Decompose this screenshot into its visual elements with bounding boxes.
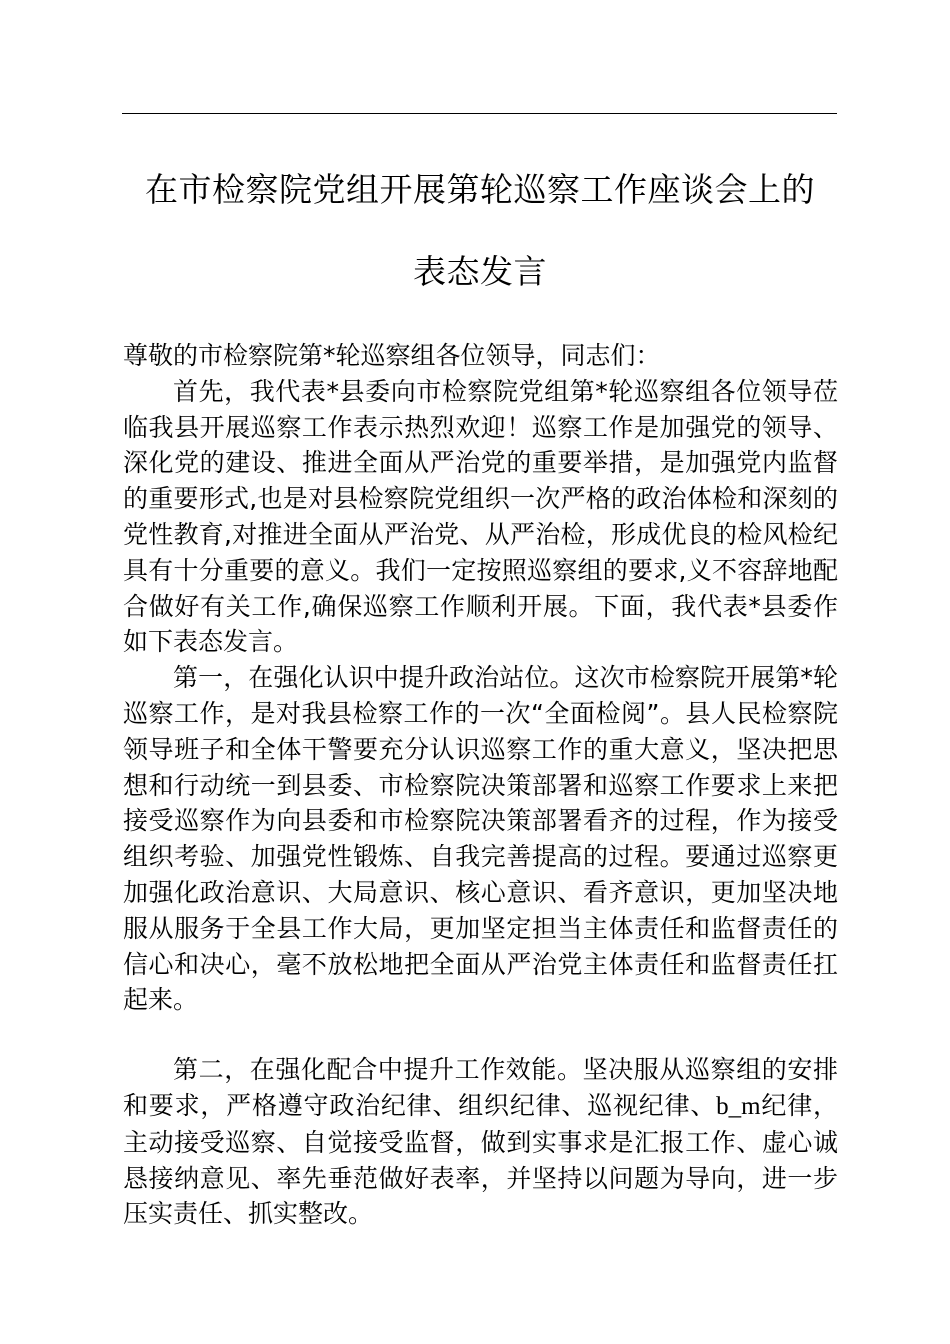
greeting-line: 尊敬的市检察院第*轮巡察组各位领导，同志们：	[123, 341, 661, 370]
header-rule	[122, 113, 837, 114]
paragraph-second-point-text-a: 第二，在强化配合中提升工作效能。坚决服从巡察组的安排和要求，严格遵守政治纪律、组织纪律、巡视纪律、	[123, 1055, 838, 1120]
title-line-2: 表态发言	[413, 252, 547, 291]
paragraph-welcome: 首先，我代表*县委向市检察院党组第*轮巡察组各位领导莅临我县开展巡察工作表示热烈欢迎！巡察工作是加强党的领导、深化党的建设、推进全面从严治党的重要举措，是加强党内监督的重要形式,也是对县检察院党组织一次严格的政治体检和深刻的党性教育,对推进全面从严治党、从严治检，形成优良的检风检纪具有十分重要的意义。我们一定按照巡察组的要求,义不容辞地配合做好有关工作,确保巡察工作顺利开展。下面，我代表*县委作如下表态发言。	[123, 376, 838, 657]
document-title	[110, 170, 850, 292]
title-line-1: 在市检察院党组开展第轮巡察工作座谈会上的	[145, 170, 815, 209]
paragraph-second-point-latin: b_m	[716, 1092, 761, 1120]
document-body	[123, 338, 838, 1232]
paragraph-second-point	[123, 1052, 838, 1232]
paragraph-second-point-text-b: 纪律，主动接受巡察、自觉接受监督，做到实事求是汇报工作、虚心诚恳接纳意见、率先垂范做好表率，并坚持以问题为导向，进一步压实责任、抓实整改。	[123, 1090, 838, 1229]
paragraph-first-point: 第一，在强化认识中提升政治站位。这次市检察院开展第*轮巡察工作，是对我县检察工作的一次“全面检阅”。县人民检察院领导班子和全体干警要充分认识巡察工作的重大意义，坚决把思想和行动统一到县委、市检察院决策部署和巡察工作要求上来把接受巡察作为向县委和市检察院决策部署看齐的过程，作为接受组织考验、加强党性锻炼、自我完善提高的过程。要通过巡察更加强化政治意识、大局意识、核心意识、看齐意识，更加坚决地服从服务于全县工作大局，更加坚定担当主体责任和监督责任的信心和决心，毫不放松地把全面从严治党主体责任和监督责任扛起来。	[123, 663, 838, 1015]
